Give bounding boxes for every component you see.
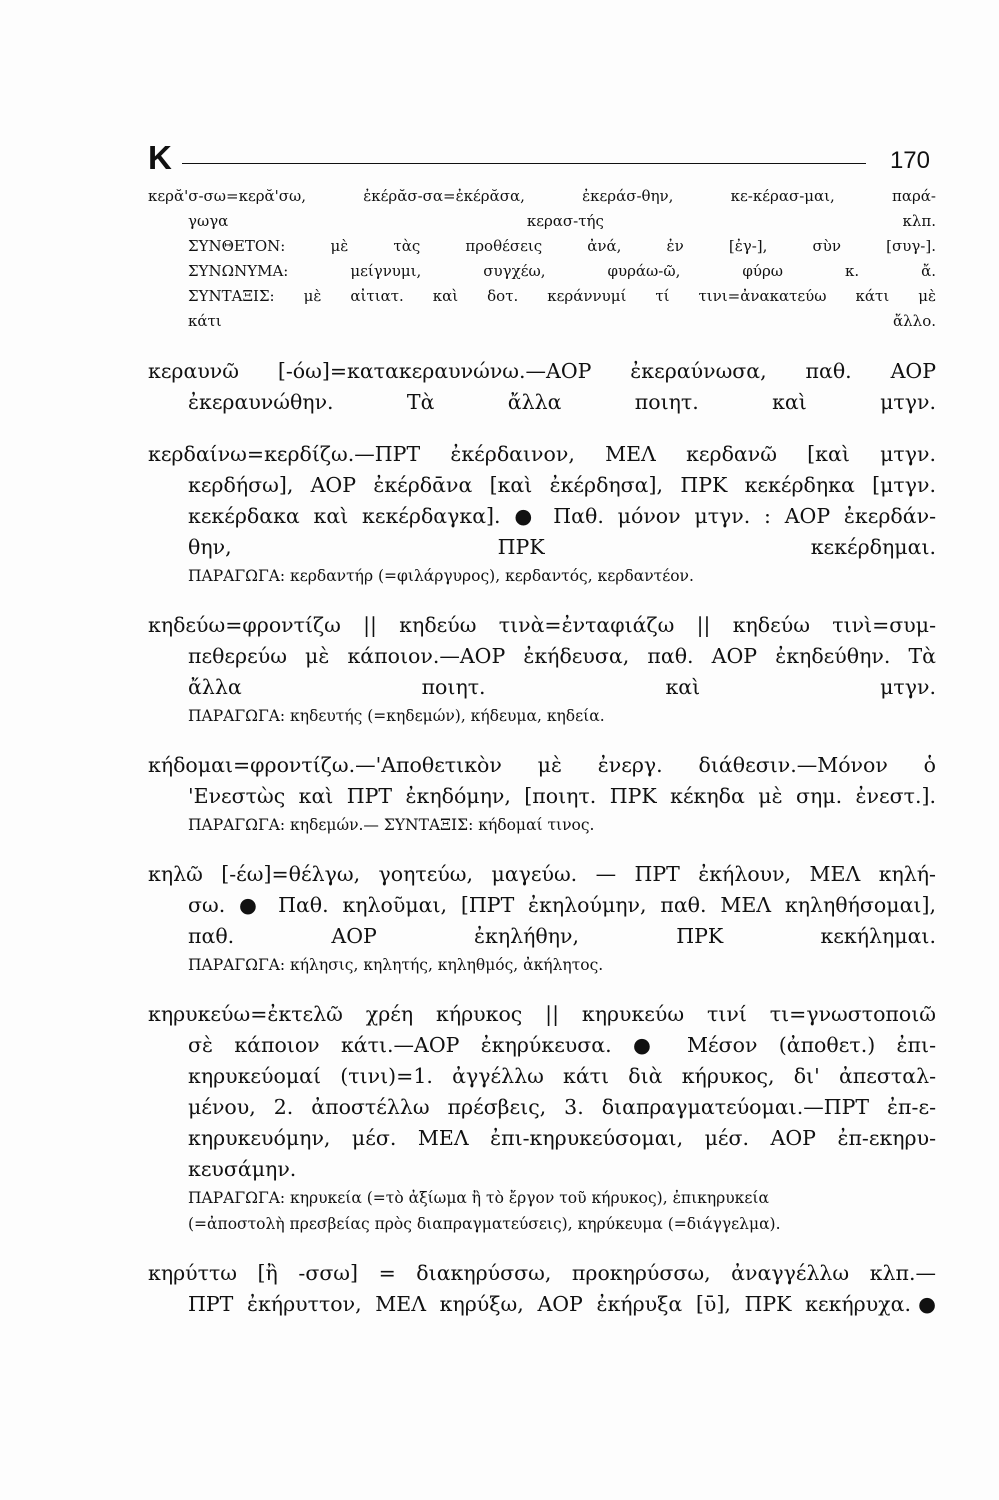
page-number: 170 xyxy=(889,147,930,174)
dictionary-entry xyxy=(148,439,936,589)
entry-line: κηρυκεύομαί (τινι)=1. ἀγγέλλω κάτι διὰ κήρυκος, δι' ἀπεσταλ- xyxy=(188,1064,936,1088)
entry-line: ἄλλα ποιητ. καὶ μτγν. xyxy=(188,675,936,699)
entry-line: κάτι ἄλλο. xyxy=(188,312,936,330)
derivatives-line: (=ἀποστολὴ πρεσβείας πρὸς διαπραγματεύσεις), κηρύκευμα (=διάγγελμα). xyxy=(188,1215,781,1233)
section-letter: K xyxy=(148,139,172,176)
header-rule xyxy=(182,163,866,164)
entry-line: κηδεύω=φροντίζω || κηδεύω τινὰ=ἐνταφιάζω || κηδεύω τινὶ=συμ- xyxy=(148,613,936,637)
entry-line: ἐκεραυνώθην. Τὰ ἄλλα ποιητ. καὶ μτγν. xyxy=(188,390,936,414)
entry-line: 'Ενεστὼς καὶ ΠΡΤ ἐκηδόμην, [ποιητ. ΠΡΚ κέκηδα μὲ σημ. ἐνεστ.]. xyxy=(188,784,936,808)
entry-line: κερδαίνω=κερδίζω.—ΠΡΤ ἐκέρδαινον, ΜΕΛ κερδανῶ [καὶ μτγν. xyxy=(148,442,936,466)
dictionary-entry xyxy=(148,184,936,334)
derivatives-line: ΠΑΡΑΓΩΓΑ: κηρυκεία (=τὸ ἀξίωμα ἢ τὸ ἔργον τοῦ κήρυκος), ἐπικηρυκεία xyxy=(188,1189,769,1207)
entry-line: σω. ● Παθ. κηλοῦμαι, [ΠΡΤ ἐκηλούμην, παθ. ΜΕΛ κηληθήσομαι], xyxy=(188,893,936,917)
entry-line: ΣΥΝΘΕΤΟΝ: μὲ τὰς προθέσεις ἀνά, ἐν [ἐγ-], σὺν [συγ-]. xyxy=(188,237,936,255)
entry-line: σὲ κάποιον κάτι.—ΑΟΡ ἐκηρύκευσα. ● Μέσον (ἀποθετ.) ἐπι- xyxy=(188,1033,936,1057)
derivatives-line: ΠΑΡΑΓΩΓΑ: κήλησις, κηλητής, κηληθμός, ἀκήλητος. xyxy=(188,956,604,974)
dictionary-entry xyxy=(148,610,936,729)
entry-line: κηρυκεύω=ἐκτελῶ χρέη κήρυκος || κηρυκεύω τινί τι=γνωστοποιῶ xyxy=(148,1002,936,1026)
derivatives-line: ΠΑΡΑΓΩΓΑ: κηδευτής (=κηδεμών), κήδευμα, κηδεία. xyxy=(188,707,605,725)
dictionary-text xyxy=(148,184,936,1341)
dictionary-entry xyxy=(148,999,936,1237)
derivatives-line: ΠΑΡΑΓΩΓΑ: κερδαντήρ (=φιλάργυρος), κερδαντός, κερδαντέον. xyxy=(188,567,694,585)
entry-line: παθ. ΑΟΡ ἐκηλήθην, ΠΡΚ κεκήλημαι. xyxy=(188,924,936,948)
entry-line: κευσάμην. xyxy=(188,1157,297,1181)
dictionary-entry xyxy=(148,356,936,418)
entry-line: κεκέρδακα καὶ κεκέρδαγκα]. ● Παθ. μόνον μτγν. : ΑΟΡ ἐκερδάν- xyxy=(188,504,936,528)
entry-line: θην, ΠΡΚ κεκέρδημαι. xyxy=(188,535,936,559)
entry-line: κερδήσω], ΑΟΡ ἐκέρδᾱνα [καὶ ἐκέρδησα], ΠΡΚ κεκέρδηκα [μτγν. xyxy=(188,473,936,497)
entry-line: πεθερεύω μὲ κάποιον.—ΑΟΡ ἐκήδευσα, παθ. ΑΟΡ ἐκηδεύθην. Τὰ xyxy=(188,644,936,668)
entry-line: κηρύττω [ἢ -σσω] = διακηρύσσω, προκηρύσσω, ἀναγγέλλω κλπ.— xyxy=(148,1261,936,1285)
page-header xyxy=(148,139,936,179)
entry-line: κερᾰ'σ-σω=κερᾰ'σω, ἐκέρᾰσ-σα=ἐκέρᾰσα, ἐκεράσ-θην, κε-κέρασ-μαι, παρά- xyxy=(148,187,936,205)
entry-line: ΣΥΝΩΝΥΜΑ: μείγνυμι, συγχέω, φυράω-ῶ, φύρω κ. ἄ. xyxy=(188,262,936,280)
entry-line: γωγα κερασ-τής κλπ. xyxy=(188,212,936,230)
dictionary-entry xyxy=(148,859,936,978)
dictionary-entry xyxy=(148,1258,936,1320)
entry-line: κήδομαι=φροντίζω.—'Αποθετικὸν μὲ ἐνεργ. διάθεσιν.—Μόνον ὁ xyxy=(148,753,936,777)
entry-line: κηρυκευόμην, μέσ. ΜΕΛ ἐπι-κηρυκεύσομαι, μέσ. ΑΟΡ ἐπ-εκηρυ- xyxy=(188,1126,936,1150)
entry-line: μένου, 2. ἀποστέλλω πρέσβεις, 3. διαπραγματεύομαι.—ΠΡΤ ἐπ-ε- xyxy=(188,1095,936,1119)
dictionary-entry xyxy=(148,750,936,838)
derivatives-line: ΠΑΡΑΓΩΓΑ: κηδεμών.— ΣΥΝΤΑΞΙΣ: κήδομαί τινος. xyxy=(188,816,595,834)
entry-line: κεραυνῶ [-όω]=κατακεραυνώνω.—ΑΟΡ ἐκεραύνωσα, παθ. ΑΟΡ xyxy=(148,359,936,383)
entry-line: ΣΥΝΤΑΞΙΣ: μὲ αἰτιατ. καὶ δοτ. κεράννυμί τί τινι=ἀνακατεύω κάτι μὲ xyxy=(188,287,936,305)
entry-line: κηλῶ [-έω]=θέλγω, γοητεύω, μαγεύω. — ΠΡΤ ἐκήλουν, ΜΕΛ κηλή- xyxy=(148,862,936,886)
entry-line: ΠΡΤ ἐκήρυττον, ΜΕΛ κηρύξω, ΑΟΡ ἐκήρυξα [ῡ], ΠΡΚ κεκήρυχα.● xyxy=(188,1292,936,1316)
